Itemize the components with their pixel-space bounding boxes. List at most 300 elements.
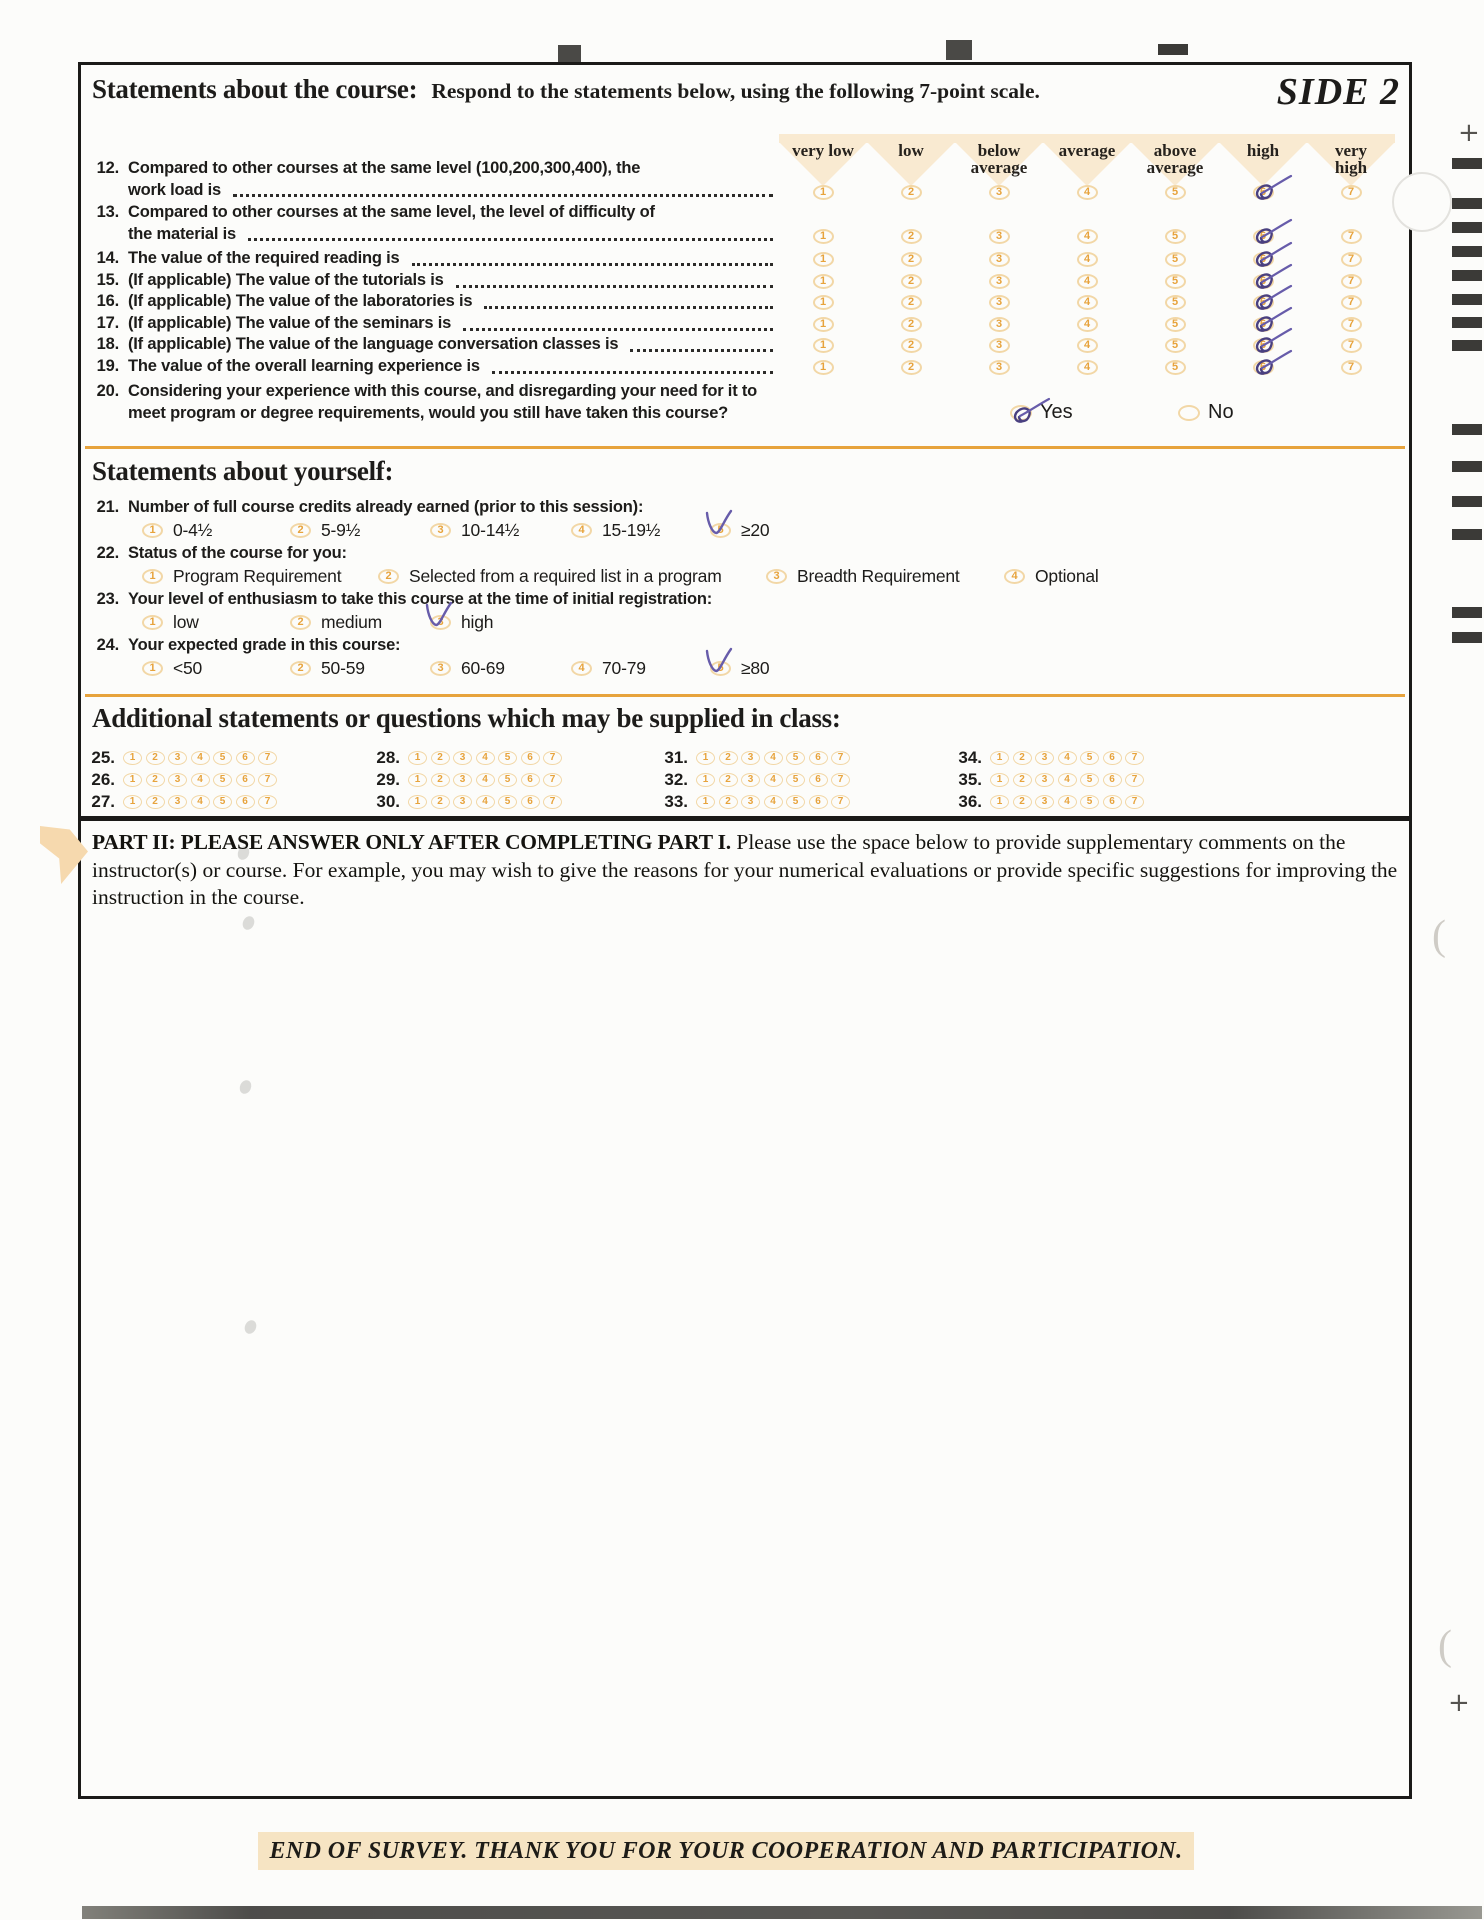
question-text: (If applicable) The value of the laboratories is [128,292,473,310]
additional-row-number: 33. [664,792,688,811]
dotted-leader [630,349,773,352]
answer-bubble[interactable]: 3 [430,615,451,630]
comments-area[interactable] [85,912,1403,1782]
answer-cell [1307,294,1395,311]
answer-bubble[interactable]: 5 [498,795,517,809]
answer-row-15 [779,273,1395,290]
scan-edge-strip [82,1906,1482,1919]
answer-bubble[interactable]: 3 [1035,751,1054,765]
answer-bubble[interactable]: 3 [741,773,760,787]
answer-bubble[interactable]: 1 [696,773,715,787]
answer-cell [1307,228,1395,245]
answer-bubble[interactable]: 7 [1125,795,1144,809]
answer-bubble[interactable]: 2 [431,795,450,809]
answer-bubble[interactable]: 6 [521,751,540,765]
answer-bubble[interactable]: 7 [1341,360,1362,375]
registration-mark [1452,222,1482,233]
answer-bubble[interactable]: 7 [1341,229,1362,244]
answer-bubble[interactable]: 4 [1077,317,1098,332]
answer-bubble[interactable]: 5 [213,795,232,809]
answer-bubble[interactable]: 1 [123,773,142,787]
yes-label: Yes [1040,401,1073,423]
additional-row-number: 35. [958,770,982,789]
option [430,658,505,679]
question-number: 22. [96,544,119,562]
question-number: 24. [96,636,119,654]
answer-bubble[interactable]: 6 [1253,360,1274,375]
answer-bubble[interactable]: 5 [1080,751,1099,765]
registration-mark [1452,270,1482,281]
answer-bubble[interactable]: 6 [521,795,540,809]
answer-row-12 [779,184,1395,201]
answer-bubble[interactable]: 5 [786,751,805,765]
answer-bubble[interactable]: 4 [764,795,783,809]
answer-bubble[interactable]: 2 [290,615,311,630]
answer-cell [1219,184,1307,201]
answer-cell [955,228,1043,245]
answer-bubble[interactable]: 7 [543,795,562,809]
answer-bubble[interactable]: 3 [453,751,472,765]
answer-bubble[interactable]: 3 [989,252,1010,267]
answer-cell [867,359,955,376]
registration-mark [1452,246,1482,257]
answer-bubble[interactable]: 5 [710,523,731,538]
answer-bubble[interactable]: 3 [741,795,760,809]
question-20-answers [0,401,1484,425]
answer-bubble[interactable]: 3 [989,295,1010,310]
registration-mark [1452,496,1482,507]
scale-column [1131,140,1219,190]
answer-bubble[interactable]: 1 [123,751,142,765]
answer-bubble[interactable]: 2 [901,229,922,244]
answer-row-16 [779,294,1395,311]
part2-body: Please use the space below to provide supplementary comments on the instructor(s) or course. For example, you may wish to give the reasons for your numerical evaluations or provide specific suggestions for improving the instruction in the course. [92,830,1398,909]
option [142,612,199,633]
answer-bubble[interactable]: 6 [236,773,255,787]
answer-cell [1131,228,1219,245]
answer-bubble[interactable]: 6 [1103,751,1122,765]
answer-bubble[interactable]: 6 [1253,185,1274,200]
question-text: (If applicable) The value of the seminars is [128,314,452,332]
option [290,612,382,633]
answer-bubble[interactable]: 1 [813,338,834,353]
answer-cell [1131,273,1219,290]
answer-bubble[interactable]: 2 [431,773,450,787]
answer-cell [867,273,955,290]
answer-cell [1307,184,1395,201]
answer-bubble[interactable]: 4 [1058,773,1077,787]
answer-bubble[interactable]: 5 [498,751,517,765]
no-bubble[interactable] [1178,405,1200,421]
answer-row-18 [779,337,1395,354]
answer-bubble[interactable]: 3 [989,360,1010,375]
answer-bubble[interactable]: 2 [719,751,738,765]
answer-bubble[interactable]: 1 [696,795,715,809]
answer-bubble[interactable]: 7 [543,773,562,787]
additional-row [652,794,854,810]
question-number: 19. [96,357,119,375]
answer-bubble[interactable]: 6 [236,751,255,765]
answer-bubble[interactable]: 2 [290,523,311,538]
answer-cell [1307,316,1395,333]
question-text: meet program or degree requirements, would you still have taken this course? [128,403,729,422]
end-banner-text: END OF SURVEY. THANK YOU FOR YOUR COOPERATION AND PARTICIPATION. [269,1838,1183,1864]
additional-row-number: 31. [664,748,688,767]
option [142,658,202,679]
answer-bubble[interactable]: 4 [191,773,210,787]
answer-bubble[interactable]: 1 [142,523,163,538]
answer-bubble[interactable]: 1 [408,751,427,765]
answer-bubble[interactable]: 2 [290,661,311,676]
dotted-leader [456,285,773,288]
question-text: The value of the overall learning experience is [128,357,480,375]
answer-bubble[interactable]: 4 [571,523,592,538]
answer-bubble[interactable]: 1 [813,274,834,289]
option [142,520,212,541]
question-number: 14. [96,249,119,267]
answer-bubble[interactable]: 2 [431,751,450,765]
answer-bubble[interactable]: 5 [1165,295,1186,310]
scale-label: very low [792,141,854,160]
additional-row-number: 34. [958,748,982,767]
answer-bubble[interactable]: 4 [476,773,495,787]
answer-bubble[interactable]: 6 [1103,795,1122,809]
answer-bubble[interactable]: 3 [168,773,187,787]
additional-row [946,750,1148,766]
answer-bubble[interactable]: 3 [741,751,760,765]
answer-bubble[interactable]: 3 [453,773,472,787]
answer-bubble[interactable]: 7 [831,751,850,765]
answer-bubble[interactable]: 7 [831,773,850,787]
answer-bubble[interactable]: 4 [1077,252,1098,267]
answer-bubble[interactable]: 1 [123,795,142,809]
answer-bubble[interactable]: 4 [476,795,495,809]
question-13 [85,202,777,245]
answer-cell [867,184,955,201]
answer-bubble[interactable]: 3 [989,317,1010,332]
answer-bubble[interactable]: 5 [1165,338,1186,353]
scale-label: below average [970,141,1028,177]
answer-bubble[interactable]: 2 [901,185,922,200]
answer-bubble[interactable]: 1 [990,773,1009,787]
answer-bubble[interactable]: 1 [408,795,427,809]
answer-bubble[interactable]: 6 [1253,274,1274,289]
answer-bubble[interactable]: 7 [1341,185,1362,200]
answer-bubble[interactable]: 7 [543,751,562,765]
answer-bubble[interactable]: 2 [901,338,922,353]
answer-bubble[interactable]: 6 [1253,317,1274,332]
registration-mark [1452,158,1482,169]
question-text: The value of the required reading is [128,249,400,267]
option-label: ≥20 [741,520,770,540]
answer-bubble[interactable]: 6 [1253,338,1274,353]
question-15 [85,270,777,292]
answer-bubble[interactable]: 3 [989,274,1010,289]
answer-bubble[interactable]: 2 [1013,773,1032,787]
answer-bubble[interactable]: 2 [1013,795,1032,809]
question-number: 13. [96,203,119,221]
option [142,566,341,587]
answer-bubble[interactable]: 4 [1077,295,1098,310]
additional-row [364,750,566,766]
additional-row [364,772,566,788]
answer-bubble[interactable]: 5 [213,751,232,765]
question-21-options [0,520,1484,542]
answer-bubble[interactable]: 7 [1341,338,1362,353]
answer-bubble[interactable]: 1 [813,295,834,310]
answer-bubble[interactable]: 4 [1077,360,1098,375]
answer-cell [955,251,1043,268]
question-24 [85,635,1185,657]
answer-bubble[interactable]: 3 [766,569,787,584]
scale-column [779,140,867,190]
question-number: 23. [96,590,119,608]
end-banner [258,1832,1194,1870]
answer-bubble[interactable]: 4 [476,751,495,765]
answer-bubble[interactable]: 6 [809,751,828,765]
question-16 [85,291,777,313]
answer-bubble[interactable]: 2 [1013,751,1032,765]
answer-cell [779,359,867,376]
answer-bubble[interactable]: 1 [813,229,834,244]
scale-label: high [1246,141,1280,160]
option [430,520,519,541]
option-label: low [173,612,199,632]
answer-bubble[interactable]: 7 [1125,751,1144,765]
answer-bubble[interactable]: 3 [168,751,187,765]
answer-bubble[interactable]: 6 [1103,773,1122,787]
question-23 [85,589,1185,611]
option-label: 15-19½ [602,520,661,540]
answer-bubble[interactable]: 1 [813,252,834,267]
answer-bubble[interactable]: 1 [408,773,427,787]
answer-bubble[interactable]: 2 [146,795,165,809]
option-label: 60-69 [461,658,505,678]
answer-bubble[interactable]: 2 [901,317,922,332]
question-number: 18. [96,335,119,353]
scale-column [1307,140,1395,190]
option-label: Program Requirement [173,566,342,586]
additional-row [79,750,281,766]
option-label: ≥80 [741,658,770,678]
additional-row-number: 26. [91,770,115,789]
option [571,520,660,541]
answer-bubble[interactable]: 5 [1165,185,1186,200]
answer-cell [867,316,955,333]
answer-bubble[interactable]: 6 [1253,229,1274,244]
answer-bubble[interactable]: 1 [142,661,163,676]
answer-bubble[interactable]: 6 [1253,295,1274,310]
answer-bubble[interactable]: 3 [430,661,451,676]
answer-cell [955,273,1043,290]
answer-bubble[interactable]: 7 [258,795,277,809]
answer-bubble[interactable]: 3 [989,338,1010,353]
answer-cell [779,337,867,354]
answer-cell [1219,337,1307,354]
question-12 [85,158,777,201]
section-divider [85,694,1405,697]
question-text: Compared to other courses at the same level, the level of difficulty of [128,203,655,221]
answer-bubble[interactable]: 1 [990,795,1009,809]
answer-cell [1043,316,1131,333]
answer-bubble[interactable]: 4 [1077,338,1098,353]
answer-bubble[interactable]: 2 [901,295,922,310]
additional-row-number: 30. [376,792,400,811]
answer-cell [1131,316,1219,333]
answer-bubble[interactable]: 7 [1341,295,1362,310]
answer-bubble[interactable]: 5 [710,661,731,676]
answer-bubble[interactable]: 6 [521,773,540,787]
answer-bubble[interactable]: 4 [1058,751,1077,765]
answer-bubble[interactable]: 4 [191,795,210,809]
section-divider [85,446,1405,449]
question-text: Considering your experience with this course, and disregarding your need for it to [128,382,758,400]
answer-bubble[interactable]: 1 [813,185,834,200]
answer-cell [867,228,955,245]
question-number: 20. [96,382,119,400]
additional-row [946,772,1148,788]
answer-cell [1043,251,1131,268]
answer-cell [1043,359,1131,376]
question-text: work load is [128,180,221,199]
answer-bubble[interactable]: 3 [168,795,187,809]
answer-bubble[interactable]: 3 [989,229,1010,244]
answer-bubble[interactable]: 2 [901,274,922,289]
answer-bubble[interactable]: 5 [1165,274,1186,289]
answer-bubble[interactable]: 4 [1004,569,1025,584]
answer-bubble[interactable]: 7 [1341,317,1362,332]
answer-cell [779,273,867,290]
additional-row [652,772,854,788]
answer-row-19 [779,359,1395,376]
dotted-leader [463,328,773,331]
answer-bubble[interactable]: 5 [213,773,232,787]
answer-bubble[interactable]: 1 [142,615,163,630]
question-text: Status of the course for you: [128,544,347,562]
question-text: Your level of enthusiasm to take this course at the time of initial registration: [128,590,713,608]
answer-bubble[interactable]: 1 [142,569,163,584]
answer-bubble[interactable]: 4 [571,661,592,676]
registration-mark [946,40,972,60]
answer-bubble[interactable]: 1 [813,317,834,332]
answer-bubble[interactable]: 4 [1077,185,1098,200]
answer-bubble[interactable]: 1 [696,751,715,765]
question-21 [85,497,1185,519]
answer-bubble[interactable]: 4 [191,751,210,765]
registration-mark [1452,424,1482,435]
answer-bubble[interactable]: 3 [989,185,1010,200]
question-19 [85,356,777,378]
answer-cell [1131,184,1219,201]
answer-bubble[interactable]: 2 [901,360,922,375]
answer-bubble[interactable]: 6 [1253,252,1274,267]
answer-bubble[interactable]: 2 [146,773,165,787]
answer-bubble[interactable]: 4 [1077,229,1098,244]
question-number: 16. [96,292,119,310]
answer-cell [1043,294,1131,311]
section-instruction: Respond to the statements below, using the following 7-point scale. [431,79,1040,103]
answer-cell [779,294,867,311]
option-label: 50-59 [321,658,365,678]
answer-bubble[interactable]: 2 [378,569,399,584]
question-14 [85,248,777,270]
answer-bubble[interactable]: 1 [990,751,1009,765]
answer-bubble[interactable]: 7 [258,751,277,765]
answer-bubble[interactable]: 7 [1341,274,1362,289]
option-label: 5-9½ [321,520,361,540]
answer-bubble[interactable]: 4 [1058,795,1077,809]
answer-bubble[interactable]: 7 [1125,773,1144,787]
dotted-leader [248,238,773,241]
answer-bubble[interactable]: 5 [786,773,805,787]
answer-bubble[interactable]: 3 [453,795,472,809]
answer-bubble[interactable]: 5 [1165,360,1186,375]
answer-cell [1307,337,1395,354]
answer-bubble[interactable]: 3 [1035,795,1054,809]
answer-bubble[interactable]: 5 [786,795,805,809]
additional-row [79,772,281,788]
answer-bubble[interactable]: 2 [901,252,922,267]
question-22 [85,543,1185,565]
answer-bubble[interactable]: 6 [236,795,255,809]
scan-artifact: ( [1438,1623,1452,1669]
answer-cell [779,316,867,333]
option [710,520,769,541]
answer-bubble[interactable]: 5 [1165,317,1186,332]
option-label: 10-14½ [461,520,520,540]
answer-bubble[interactable]: 5 [1165,229,1186,244]
answer-bubble[interactable]: 5 [1080,773,1099,787]
answer-bubble[interactable]: 1 [813,360,834,375]
answer-bubble[interactable]: 7 [1341,252,1362,267]
additional-row [946,794,1148,810]
answer-cell [867,337,955,354]
answer-bubble[interactable]: 5 [1080,795,1099,809]
answer-cell [1131,294,1219,311]
answer-bubble[interactable]: 5 [498,773,517,787]
option [290,520,360,541]
option-label: high [461,612,494,632]
answer-bubble[interactable]: 5 [1165,252,1186,267]
answer-bubble[interactable]: 2 [719,795,738,809]
additional-row-number: 32. [664,770,688,789]
answer-bubble[interactable]: 3 [1035,773,1054,787]
answer-cell [1219,359,1307,376]
additional-row [652,750,854,766]
answer-bubble[interactable]: 3 [430,523,451,538]
answer-bubble[interactable]: 6 [809,773,828,787]
answer-bubble[interactable]: 2 [719,773,738,787]
answer-bubble[interactable]: 7 [831,795,850,809]
answer-cell [779,251,867,268]
yes-bubble[interactable] [1010,405,1032,421]
answer-bubble[interactable]: 4 [1077,274,1098,289]
option [1004,566,1099,587]
answer-bubble[interactable]: 4 [764,751,783,765]
question-text: Number of full course credits already earned (prior to this session): [128,498,644,516]
scan-artifact: ( [1432,913,1446,959]
answer-cell [1043,273,1131,290]
answer-row-14 [779,251,1395,268]
scale-label: low [898,141,924,160]
answer-bubble[interactable]: 2 [146,751,165,765]
answer-bubble[interactable]: 4 [764,773,783,787]
part1-header [92,74,1040,105]
answer-bubble[interactable]: 7 [258,773,277,787]
answer-bubble[interactable]: 6 [809,795,828,809]
yourself-header: Statements about yourself: [92,456,394,486]
answer-cell [955,316,1043,333]
